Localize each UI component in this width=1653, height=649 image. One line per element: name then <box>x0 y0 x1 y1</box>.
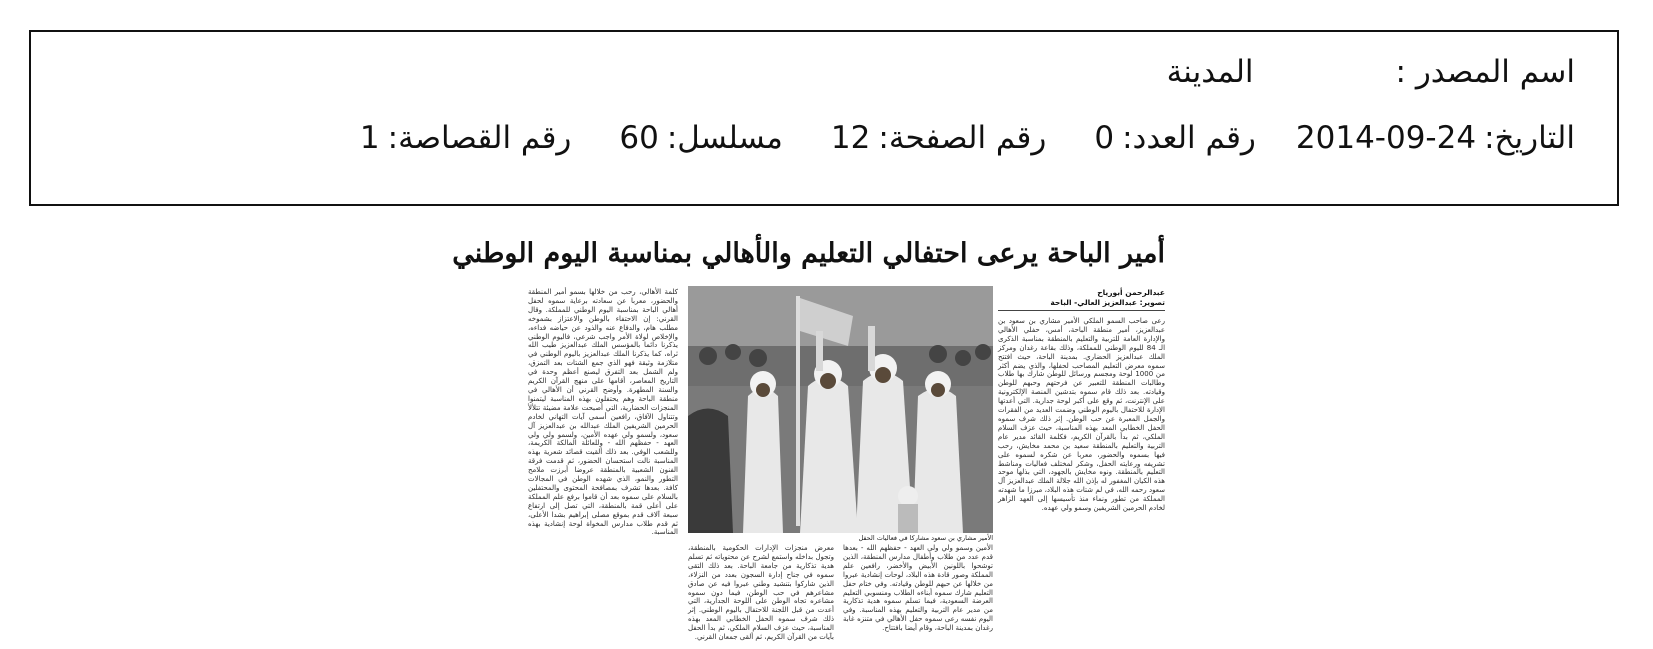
date-label: التاريخ: <box>1484 120 1575 156</box>
photo-caption: الأمير مشاري بن سعود مشاركا في فعاليات الحفل <box>858 534 993 542</box>
article-photo <box>688 286 993 533</box>
page-label: رقم الصفحة: <box>878 120 1047 156</box>
issue-value: 0 <box>1094 120 1115 156</box>
clip-value: 1 <box>359 120 380 156</box>
article-column-right <box>998 288 1165 649</box>
article-byline <box>998 288 1165 311</box>
issue-label: رقم العدد: <box>1122 120 1256 156</box>
byline-author: عبدالرحمن أبورياح <box>1097 288 1165 297</box>
source-info-box <box>29 30 1619 206</box>
meta-row <box>360 120 1575 156</box>
serial-value: 60 <box>619 120 659 156</box>
date-value: 2014-09-24 <box>1295 120 1477 156</box>
photo-illustration <box>688 286 993 533</box>
article-column-mid-right: الأمين وسمو ولي ولي العهد - حفظهم الله - بعدها قدم عدد من طلاب وأطفال مدارس المنطقة، الذين توشحوا باللونين الأبيض والأخضر، رافعين علم المملكة وصور قادة هذه البلاد، لوحات إنشادية عبروا من خلالها عن حبهم للوطن وقيادته. وفي ختام حفل التعليم شارك سموه أبناءه الطلاب ومنسوبي التعليم العرضة السعودية، فيما تسلم سموه هدية تذكارية من مدير عام التربية والتعليم بهذه المناسبة. وفي اليوم نفسه رعى سموه حفل الأهالي في متنزه غابة رغدان بمدينة الباحة، وقام أيضا بافتتاح. <box>843 544 993 633</box>
byline-photographer: تصوير: عبدالعزيز العالي- الباحة <box>1050 298 1165 307</box>
serial-label: مسلسل: <box>666 120 783 156</box>
article-column-mid-left: معرض منجزات الإدارات الحكومية بالمنطقة، وتجول بداخله واستمع لشرح عن محتوياته ثم تسلم هدية تذكارية من جامعة الباحة. بعد ذلك التقى سموه في جناح إدارة السجون بعدد من النزلاء، الذين شاركوا بتنشيد وطني عبروا فيه عن صادق مشاعرهم في حب الوطن، فيما دون سموه مشاعره تجاه الوطن على اللوحة الجدارية، التي أعدت من قبل اللجنة للاحتفال باليوم الوطني. إثر ذلك شرف سموه الحفل الخطابي المعد بهذه المناسبة، حيث عزف السلام الملكي، ثم بدأ الحفل بآيات من القرآن الكريم، ثم ألقى جمعان القرني. <box>688 544 834 642</box>
article-column-left: كلمة الأهالي، رحب من خلالها بسمو أمير المنطقة والحضور، معربا عن سعادته برعاية سموه لحفل أهالي الباحة بمناسبة اليوم الوطني للمملكة. وقال القرني: إن الاحتفاء بالوطن والاعتزاز بشموخه مطلب هام، والدفاع عنه والذود عن حياضه فداءه، والإخلاص لولاة الأمر واجب شرعي، فاليوم الوطني يذكرنا دائما بالمؤسس الملك عبدالعزيز طيب الله ثراه، كما يذكرنا الملك عبدالعزيز باليوم الوطني في متلازمة وثيقة فهو الذي جمع الشتات بعد التمزق، ولم الشمل بعد التفرق ليصنع أعظم وحدة في التاريخ المعاصر، أقامها على منهج القرآن الكريم والسنة المطهرة. وأوضح القرني أن الأهالي في منطقة الباحة وهم يحتفلون بهذه المناسبة ليتمنوا المنجزات الحضارية، التي أصبحت علامة مضيئة تتلألأ وتتناول الآفاق، رافعين أسمى آيات التهاني لخادم الحرمين الشريفين الملك عبدالله بن عبدالعزيز آل سعود، ولسمو ولي عهده الأمين، ولسمو ولي ولي العهد - حفظهم الله - وللعائلة المالكة الكريمة، وللشعب الوفي. بعد ذلك ألقيت قصائد شعرية بهذه المناسبة نالت استحسان الحضور، ثم قدمت فرقة الفنون الشعبية بالمنطقة عروضا أبرزت ملامح التطور والنمو، الذي شهده الوطن في المجالات كافة. بعدها تشرف بمصافحة المحتوى والمحتفلين بالسلام على سموه بعد أن قاموا برفع علم المملكة على أعلى قمة بالمنطقة، التي تصل إلى ارتفاع سبعة آلاف قدم بموقع مصلى إبراهيم بشدا الأعلى، ثم قدم طلاب مدارس المخواة لوحة إنشادية بهذه المناسبة. <box>528 288 678 537</box>
newspaper-clipping <box>452 238 1166 649</box>
source-row <box>1167 54 1575 90</box>
article-headline: أمير الباحة يرعى احتفالي التعليم والأهالي بمناسبة اليوم الوطني <box>452 238 1165 269</box>
source-label: اسم المصدر : <box>1395 54 1575 90</box>
clip-label: رقم القصاصة: <box>387 120 572 156</box>
source-value: المدينة <box>1166 54 1254 90</box>
column-text: رعى صاحب السمو الملكي الأمير مشاري بن سعود بن عبدالعزيز، أمير منطقة الباحة، أمس، حفلي الأهالي والإدارة العامة للتربية والتعليم بالمنطقة بمناسبة الذكرى الـ 84 لليوم الوطني للمملكة، وذلك بقاعة رغدان ومركز الملك عبدالعزيز الحضاري. بمدينة الباحة، حيث افتتح سموه معرض التعليم المصاحب لحفلها، والذي يضم أكثر من 1000 لوحة ومجسم ورسائل للوطن شارك بها طلاب وطالبات المنطقة للتعبير عن فرحتهم وحبهم للوطن وقيادته. بعد ذلك قام سموه بتدشين المنصة الإلكترونية على الإنترنت، ثم وقع على أكبر لوحة جدارية. التي أعدتها الإدارة للاحتفال باليوم الوطني وضمت العديد من الفقرات والجمل المعبرة عن حب الوطن. إثر ذلك شرف سموه الحفل الخطابي المعد بهذه المناسبة، حيث عزف السلام الملكي، ثم بدأ بالقرآن الكريم، فكلمة القائد مدير عام التربية والتعليم بالمنطقة سعيد بن محمد مخايش، رحب فيها بسموه والحضور، معربا عن شكره لسموه على تشريفه ورعايته الحفل، وشكر لمختلف فعاليات ومناشط التعليم بالمنطقة. ونوه مخايش بالجهود، التي بذلها موحد هذه الكيان المغفور له بإذن الله جلالة الملك عبدالعزيز آل سعود رحمه الله، في لم شتات هذه البلاد، مبرزا ما شهدته المملكة من تطور ونماء منذ تأسيسها إلى العهد الزاهر لخادم الحرمين الشريفين وسمو ولي عهده. <box>998 317 1166 513</box>
page-value: 12 <box>830 120 871 156</box>
